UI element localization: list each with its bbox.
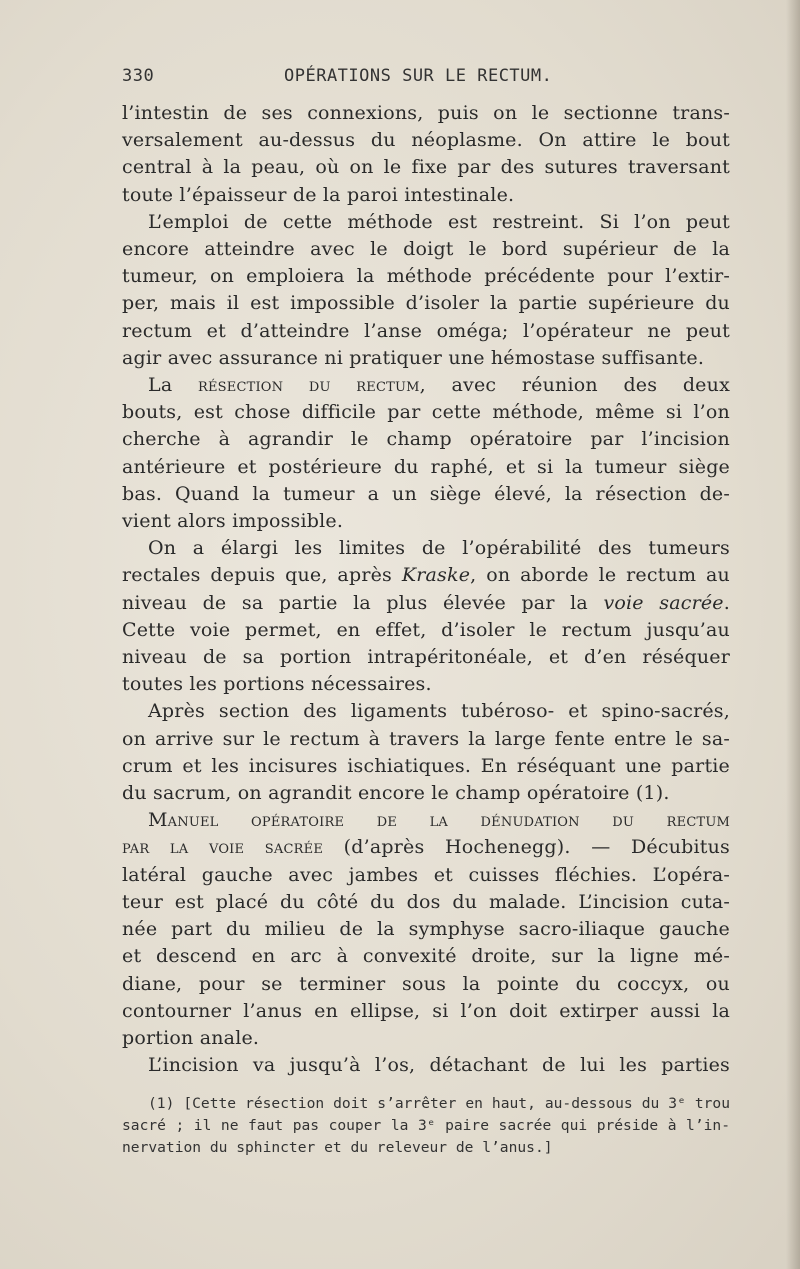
- text-line: [122, 372, 730, 399]
- text-run: niveau de sa partie la plus élevée par la: [122, 591, 604, 614]
- text-line: [122, 562, 730, 589]
- body-text: [122, 100, 730, 1079]
- text-line: toute l’épaisseur de la paroi intestinale.: [122, 183, 515, 206]
- text-line: Cette voie permet, en effet, d’isoler le rectum jusqu’au: [122, 618, 730, 641]
- text-line: versalement au-dessus du néoplasme. On attire le bout: [122, 129, 730, 152]
- paragraph-2: [122, 209, 730, 372]
- smallcaps-term: résection du rectum: [197, 374, 420, 397]
- text-run: (d’après Hochenegg). — Décubitus: [323, 836, 731, 859]
- paragraph-6: [122, 807, 730, 1052]
- footnote-line: nervation du sphincter et du releveur de l’anus.]: [122, 1139, 553, 1157]
- paragraph-4: [122, 535, 730, 698]
- text-line: per, mais il est impossible d’isoler la partie supérieure du: [122, 292, 730, 315]
- paragraph-5: [122, 698, 730, 807]
- text-run: .: [723, 591, 730, 614]
- text-line: On a élargi les limites de l’opérabilité des tumeurs: [148, 537, 730, 560]
- text-line: tumeur, on emploiera la méthode précédente pour l’extir-: [122, 265, 730, 288]
- footnote-line: sacré ; il ne faut pas couper la 3ᵉ paire sacrée qui préside à l’in-: [122, 1117, 730, 1135]
- text-line: latéral gauche avec jambes et cuisses fléchies. L’opéra-: [122, 863, 730, 886]
- text-line: bas. Quand la tumeur a un siège élevé, la résection de-: [122, 482, 730, 505]
- text-line: L’incision va jusqu’à l’os, détachant de lui les parties: [148, 1054, 730, 1077]
- page-number: 330: [122, 66, 155, 86]
- page-edge-shadow: [786, 0, 800, 1269]
- paragraph-7: [122, 1052, 730, 1079]
- text-line: encore atteindre avec le doigt le bord supérieur de la: [122, 238, 730, 261]
- text-line: teur est placé du côté du dos du malade. L’incision cuta-: [122, 890, 730, 913]
- footnote-line: (1) [Cette résection doit s’arrêter en haut, au-dessous du 3ᵉ trou: [148, 1095, 730, 1113]
- text-line: L’emploi de cette méthode est restreint. Si l’on peut: [148, 210, 730, 233]
- text-line: née part du milieu de la symphyse sacro-iliaque gauche: [122, 918, 730, 941]
- paragraph-3: [122, 372, 730, 535]
- text-line: Après section des ligaments tubéroso- et spino-sacrés,: [148, 700, 730, 723]
- text-line: cherche à agrandir le champ opératoire par l’incision: [122, 428, 730, 451]
- text-line: portion anale.: [122, 1026, 260, 1049]
- section-heading: Manuel opératoire de la dénudation du rectum: [148, 809, 730, 832]
- text-run: La: [148, 374, 173, 397]
- section-heading-cont: par la voie sacrée: [122, 836, 324, 859]
- text-line: contourner l’anus en ellipse, si l’on doit extirper aussi la: [122, 999, 730, 1022]
- text-line: rectum et d’atteindre l’anse oméga; l’opérateur ne peut: [122, 319, 730, 342]
- text-line: on arrive sur le rectum à travers la large fente entre le sa-: [122, 727, 730, 750]
- text-line: l’intestin de ses connexions, puis on le sectionne trans-: [122, 102, 730, 124]
- text-run: , avec réunion des deux: [419, 374, 730, 397]
- footnote: [122, 1093, 730, 1159]
- text-line: bouts, est chose difficile par cette méthode, même si l’on: [122, 401, 730, 424]
- text-line: du sacrum, on agrandit encore le champ opératoire (1).: [122, 782, 670, 805]
- text-line: [122, 834, 730, 861]
- text-line: diane, pour se terminer sous la pointe du coccyx, ou: [122, 972, 730, 995]
- author-name: Kraske: [401, 564, 471, 587]
- text-line: central à la peau, où on le fixe par des sutures traversant: [122, 156, 730, 179]
- text-line: crum et les incisures ischiatiques. En réséquant une partie: [122, 754, 730, 777]
- paragraph-1: [122, 100, 730, 209]
- text-line: et descend en arc à convexité droite, sur la ligne mé-: [122, 945, 730, 968]
- text-line: [122, 590, 730, 617]
- emphasized-term: voie sacrée: [603, 591, 724, 614]
- text-line: vient alors impossible.: [122, 510, 344, 533]
- text-line: toutes les portions nécessaires.: [122, 673, 432, 696]
- running-header: [122, 62, 730, 100]
- text-run: rectales depuis que, après: [122, 564, 402, 587]
- text-line: antérieure et postérieure du raphé, et si la tumeur siège: [122, 455, 730, 478]
- text-line: niveau de sa portion intrapéritonéale, et d’en réséquer: [122, 646, 730, 669]
- book-page: [122, 62, 730, 1159]
- text-line: agir avec assurance ni pratiquer une hémostase suffisante.: [122, 346, 705, 369]
- running-title: OPÉRATIONS SUR LE RECTUM.: [284, 66, 553, 86]
- text-run: , on aborde le rectum au: [470, 564, 730, 587]
